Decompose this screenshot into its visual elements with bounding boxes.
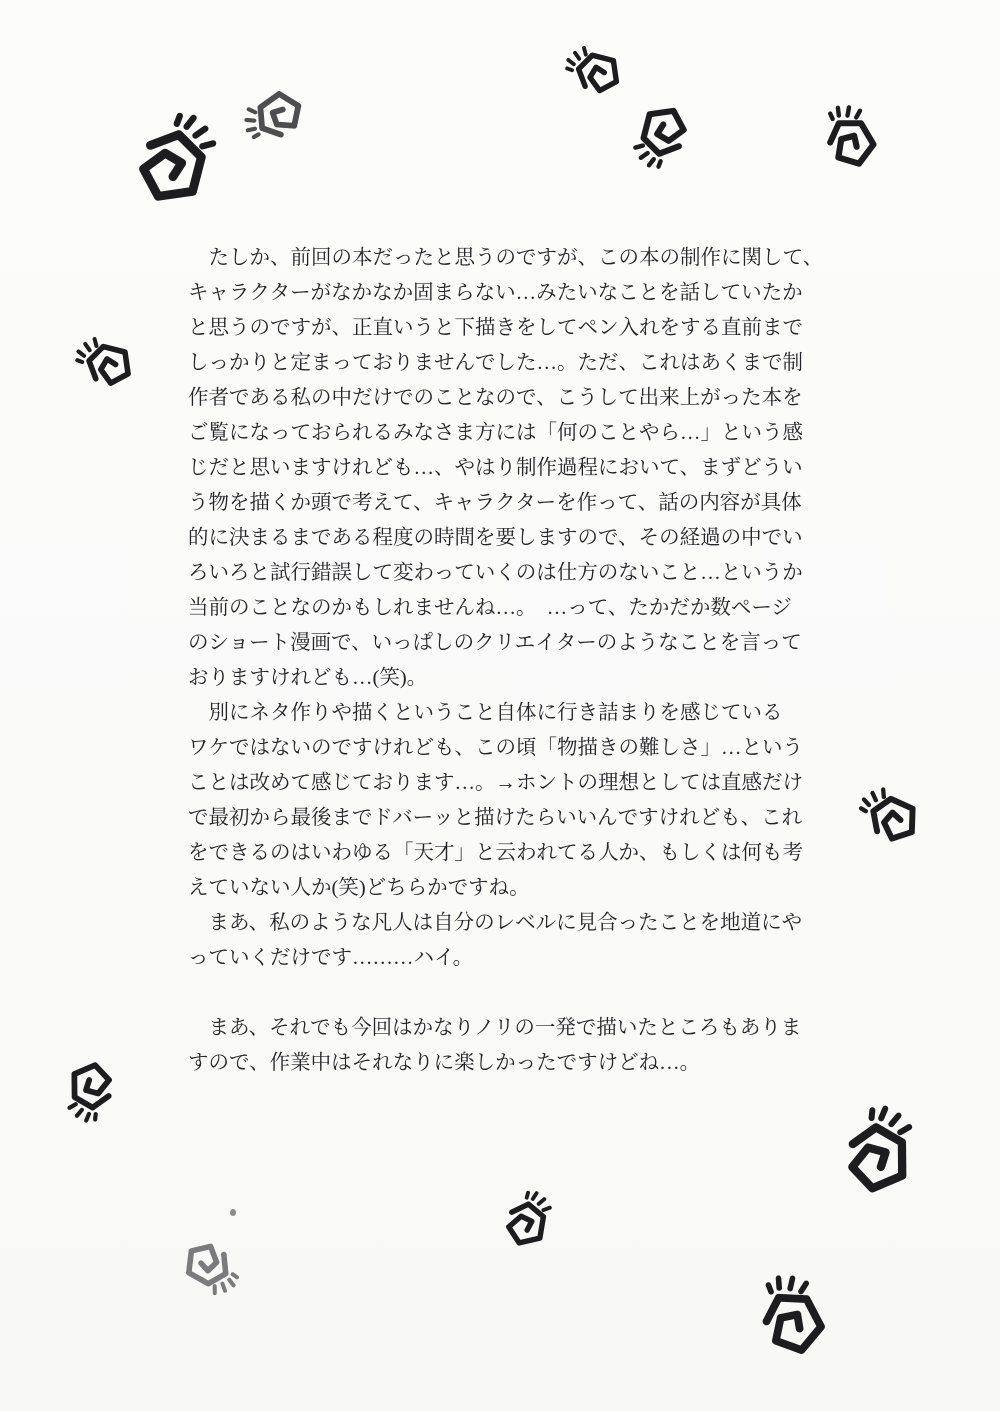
spiral-stamp-icon	[632, 100, 700, 168]
text-line: 別にネタ作りや描くということ自体に行き詰まりを感じている	[188, 702, 783, 724]
spiral-stamp-icon	[491, 1189, 558, 1254]
spiral-stamp-icon	[76, 336, 138, 398]
spiral-stamp-icon	[817, 1098, 930, 1214]
text-line: をできるのはいわゆる「天才」と云われてる人か、もしくは何も考	[188, 842, 803, 864]
text-line: ご覧になっておられるみなさま方には「何のことやら…」という感	[188, 422, 803, 444]
text-line: 作者である私の中だけでのことなので、こうして出来上がった本を	[188, 387, 803, 409]
spiral-stamp-icon	[120, 114, 218, 212]
afterword-text	[188, 241, 860, 1081]
text-line: っていくだけです………ハイ。	[188, 947, 474, 969]
spiral-stamp-icon	[800, 94, 896, 190]
spiral-stamp-icon	[728, 1261, 851, 1384]
text-line: すので、作業中はそれなりに楽しかったですけどね…。	[188, 1052, 701, 1074]
text-line: ワケではないのですけれども、この頃「物描きの難しさ」…という	[188, 737, 803, 759]
spiral-stamp-icon	[853, 783, 929, 859]
text-line: で最初から最後までドバーッと描けたらいいんですけれども、これ	[188, 807, 803, 829]
text-line: おりますけれども…(笑)。	[188, 667, 428, 689]
spiral-stamp-icon	[566, 45, 626, 105]
text-line	[188, 976, 860, 1011]
text-line: と思うのですが、正直いうと下描きをしてペン入れをする直前まで	[188, 317, 803, 339]
text-line: たしか、前回の本だったと思うのですが、この本の制作に関して、	[188, 247, 824, 269]
text-line: 当前のことなのかもしれませんね…。 …って、たかだか数ページ	[188, 597, 792, 619]
text-line: ろいろと試行錯誤して変わっていくのは仕方のないこと…というか	[188, 562, 803, 584]
text-line: まあ、私のような凡人は自分のレベルに見合ったことを地道にや	[188, 912, 803, 934]
spiral-stamp-icon	[172, 1224, 248, 1302]
text-line: ことは改めて感じております…。→ホントの理想としては直感だけ	[188, 772, 803, 794]
text-line: えていない人か(笑)どちらかですね。	[188, 877, 530, 899]
spiral-stamp-icon	[233, 72, 325, 163]
text-line: まあ、それでも今回はかなりノリの一発で描いたところもありま	[188, 1017, 802, 1039]
text-line: う物を描くか頭で考えて、キャラクターを作って、話の内容が具体	[188, 492, 802, 514]
spiral-stamp-icon	[55, 1049, 133, 1127]
text-line: のショート漫画で、いっぱしのクリエイターのようなことを言って	[188, 632, 802, 654]
text-line: しっかりと定まっておりませんでした…。ただ、これはあくまで制	[188, 352, 803, 374]
text-line: 的に決まるまである程度の時間を要しますので、その経過の中でい	[188, 527, 803, 549]
text-line: キャラクターがなかなか固まらない…みたいなことを話していたか	[188, 282, 803, 304]
text-line: じだと思いますけれども…、やはり制作過程において、まずどうい	[188, 457, 803, 479]
ink-dot-icon	[230, 1209, 236, 1216]
